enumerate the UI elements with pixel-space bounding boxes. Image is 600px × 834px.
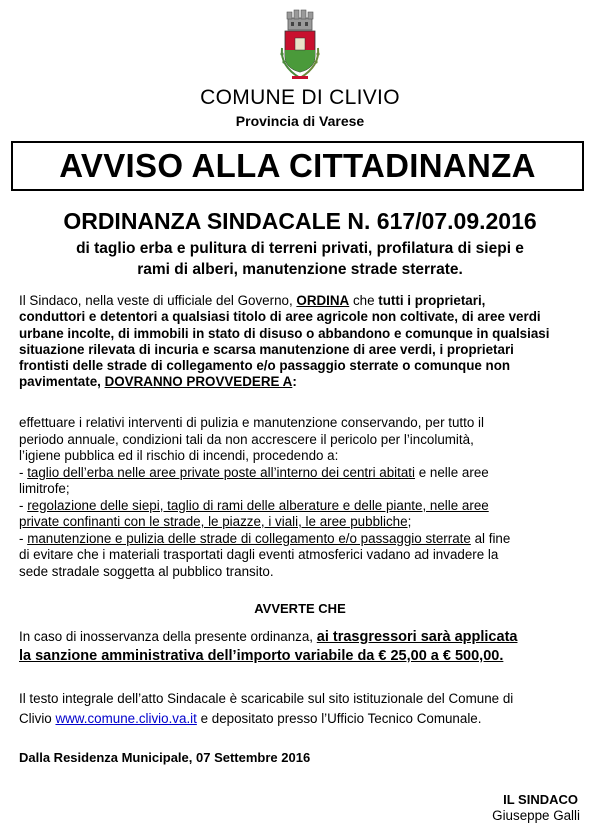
list-item — [19, 498, 583, 515]
recipients-line: frontisti delle strade di collegamento e/o passaggio sterrate o comunque non — [19, 358, 511, 374]
item-end: ; — [407, 514, 412, 529]
intro-text: Il Sindaco, nella veste di ufficiale del Governo, — [19, 293, 297, 308]
sanction-strong: ai trasgressori sarà applicata — [316, 629, 518, 645]
province-name: Provincia di Varese — [235, 113, 365, 129]
list-item — [19, 465, 583, 482]
notice-banner: AVVISO ALLA CITTADINANZA — [11, 141, 584, 191]
sanction-line — [19, 629, 583, 645]
list-item-cont: limitrofe; — [19, 481, 70, 496]
dovranno-keyword: DOVRANNO PROVVEDERE A — [104, 374, 293, 390]
che-text: che — [349, 293, 379, 308]
item-underlined: regolazione delle siepi, taglio di rami delle alberature e delle piante, nelle aree — [27, 497, 489, 513]
list-item-cont: di evitare che i materiali trasportati dagli eventi atmosferici vadano ad invadere la — [19, 547, 499, 562]
signature-role: IL SINDACO — [503, 792, 578, 807]
signature-name: Giuseppe Galli — [492, 808, 580, 823]
actions-line: effettuare i relativi interventi di pulizia e manutenzione conservando, per tutto il — [19, 415, 484, 430]
actions-line: periodo annuale, condizioni tali da non accrescere il pericolo per l’incolumità, — [19, 431, 474, 447]
list-item — [19, 531, 583, 548]
ordinance-subtitle — [26, 238, 574, 280]
download-info — [19, 689, 583, 729]
subtitle-line: di taglio erba e pulitura di terreni privati, profilatura di siepi e — [76, 240, 524, 257]
recipients-line: pavimentate, — [19, 374, 105, 390]
coat-of-arms-icon — [278, 8, 322, 84]
download-line: Il testo integrale dell’atto Sindacale è scaricabile sul sito istituzionale del Comune di — [19, 691, 514, 706]
sanction-text: In caso di inosservanza della presente ordinanza, — [19, 629, 317, 644]
order-paragraph — [19, 293, 583, 391]
ordinance-title: ORDINANZA SINDACALE N. 617/07.09.2016 — [63, 208, 537, 234]
recipients-line: situazione rilevata di incuria e scarsa manutenzione di aree verdi, i proprietari — [19, 341, 514, 357]
download-text: e depositato presso l’Ufficio Tecnico Comunale. — [196, 711, 482, 726]
actions-paragraph — [19, 415, 583, 580]
municipality-name: COMUNE DI CLIVIO — [200, 86, 400, 109]
item-underlined: private confinanti con le strade, le piazze, i viali, le aree pubbliche — [19, 514, 408, 529]
dash: - — [19, 530, 28, 546]
website-link[interactable]: www.comune.clivio.va.it — [55, 711, 197, 726]
item-rest: e nelle aree — [415, 464, 489, 480]
dash: - — [19, 497, 28, 513]
recipients-line: urbane incolte, di immobili in stato di disuso o abbandono e comunque in qualsiasi — [19, 325, 550, 341]
avverte-heading: AVVERTE CHE — [254, 601, 346, 616]
colon: : — [292, 374, 297, 390]
recipients-text: tutti i proprietari, — [378, 293, 486, 308]
item-rest: al fine — [470, 530, 511, 546]
dash: - — [19, 464, 28, 480]
sanction-amount: la sanzione amministrativa dell’importo variabile da € 25,00 a € 500,00. — [19, 648, 504, 664]
item-underlined: taglio dell’erba nelle aree private poste all’interno dei centri abitati — [27, 464, 416, 480]
recipients-line: conduttori e detentori a qualsiasi titolo di aree agricole non coltivate, di aree verdi — [19, 309, 541, 325]
item-underlined: manutenzione e pulizia delle strade di collegamento e/o passaggio sterrate — [27, 530, 471, 546]
date-place: Dalla Residenza Municipale, 07 Settembre 2016 — [19, 750, 311, 765]
actions-line: l’igiene pubblica ed il rischio di incendi, procedendo a: — [19, 448, 339, 463]
download-text: Clivio — [19, 711, 56, 726]
subtitle-line: rami di alberi, manutenzione strade sterrate. — [137, 261, 463, 278]
ordina-keyword: ORDINA — [296, 293, 350, 308]
list-item-cont: sede stradale soggetta al pubblico transito. — [19, 563, 274, 579]
